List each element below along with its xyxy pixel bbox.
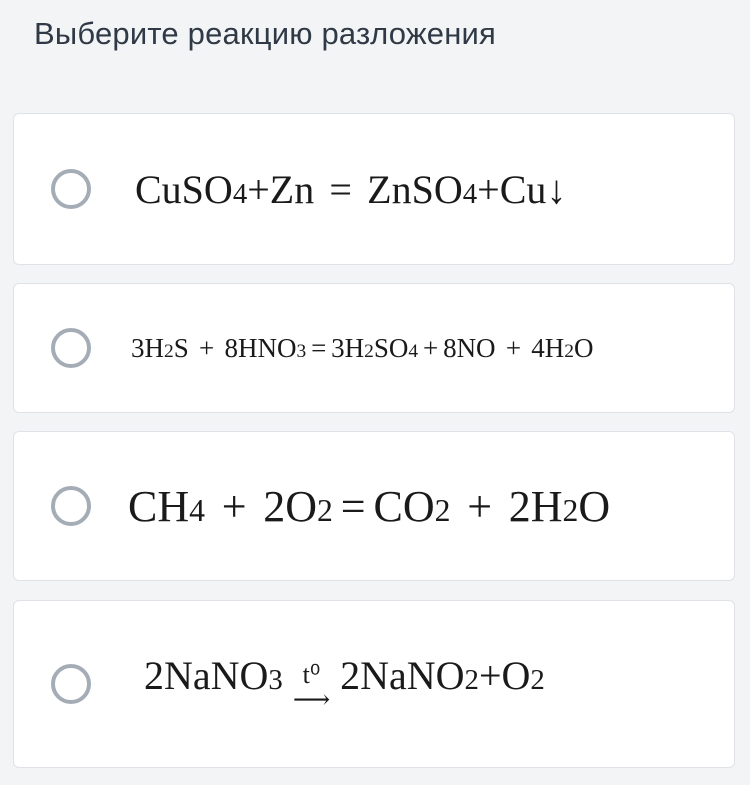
formula-text: 3H [331, 332, 365, 363]
formula-text: + [199, 332, 215, 363]
formula-text: = [340, 481, 366, 531]
formula-text: CH [128, 481, 190, 531]
formula-4: 2NaNO 3 t⁰ ⟶ 2NaNO 2 + O 2 [144, 653, 545, 715]
formula-text: S [173, 332, 189, 363]
formula-text: 2NaNO [144, 653, 269, 698]
formula-text: = [329, 166, 352, 212]
formula-text: 2O [263, 481, 318, 531]
formula-text: CO [373, 481, 435, 531]
formula-text: + [422, 332, 439, 363]
formula-text: O [578, 481, 611, 531]
formula-text: O [501, 653, 531, 698]
formula-3: CH 4 + 2O 2 = CO 2 + 2H 2 O [128, 481, 611, 531]
formula-text: + [478, 653, 502, 698]
radio-button-1[interactable] [51, 169, 91, 209]
formula-text: 3H [131, 332, 164, 363]
formula-text: SO [373, 332, 409, 363]
formula-text: Zn [269, 166, 315, 212]
formula-text: + [505, 332, 522, 363]
formula-text: 2H [508, 481, 563, 531]
arrow-condition-label: t⁰ [302, 660, 321, 689]
formula-text: 8NO [443, 332, 496, 363]
radio-button-4[interactable] [51, 664, 91, 704]
formula-text: 4H [531, 332, 565, 363]
formula-text: = [311, 332, 327, 363]
answer-option-2[interactable] [13, 283, 735, 413]
question-title: Выберите реакцию разложения [34, 16, 497, 51]
answer-option-1[interactable] [13, 113, 735, 265]
right-arrow-icon: ⟶ [292, 685, 331, 715]
radio-button-3[interactable] [51, 486, 91, 526]
formula-text: + [247, 166, 270, 212]
formula-2: 3H 2 S + 8HNO 3 = 3H 2 SO 4 + 8NO + 4H 2 O [131, 332, 594, 363]
formula-text: 2NaNO [340, 653, 465, 698]
formula-text: O [574, 332, 594, 363]
reaction-arrow [292, 660, 331, 715]
formula-text: + [221, 481, 247, 531]
formula-1: CuSO 4 + Zn = ZnSO 4 + Cu↓ [135, 166, 567, 212]
formula-text: ZnSO [367, 166, 463, 212]
formula-text: + [477, 166, 500, 212]
formula-text: 8HNO [224, 332, 297, 363]
answer-option-4[interactable] [13, 600, 735, 768]
formula-text: Cu↓ [499, 166, 567, 212]
radio-button-2[interactable] [51, 328, 91, 368]
answer-option-3[interactable] [13, 431, 735, 581]
formula-text: + [467, 481, 493, 531]
formula-text: CuSO [135, 166, 233, 212]
